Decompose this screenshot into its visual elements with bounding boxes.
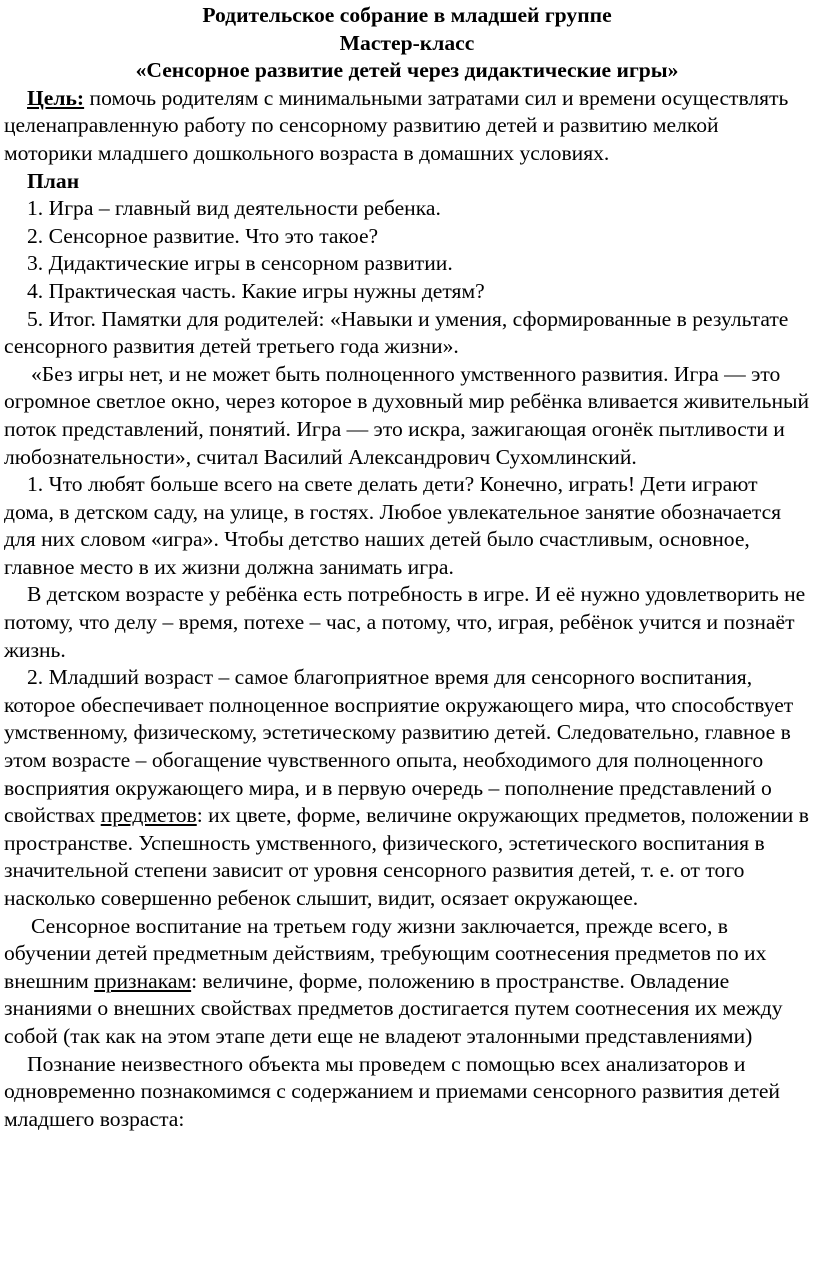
title-line-3: «Сенсорное развитие детей через дидактические игры»	[135, 58, 679, 83]
title-line-2: Мастер-класс	[339, 30, 475, 55]
paragraph-4	[4, 913, 810, 1051]
goal-text: помочь родителям с минимальными затратами сил и времени осуществлять целенаправленную работу по сенсорному развитию детей и развитию мелкой моторики младшего дошкольного возраста в домашних условиях.	[4, 85, 789, 165]
paragraph-5: Познание неизвестного объекта мы проведем с помощью всех анализаторов и одновременно познакомимся с содержанием и приемами сенсорного развития детей младшего возраста:	[4, 1051, 780, 1131]
link-priznakam[interactable]: признакам	[94, 968, 192, 993]
plan-title: План	[27, 168, 80, 193]
plan-item-3: 3. Дидактические игры в сенсорном развитии.	[27, 251, 453, 276]
paragraph-1: 1. Что любят больше всего на свете делать дети? Конечно, играть! Дети играют дома, в детском саду, на улице, в гостях. Любое увлекательное занятие обозначается для них словом «игра». Чтобы детство наших детей было счастливым, основное, главное место в их жизни должна занимать игра.	[4, 472, 782, 579]
paragraph-3-text-a: 2. Младший возраст – самое благоприятное время для сенсорного воспитания, которое обеспечивает полноценное восприятие окружающего мира, что способствует умственному, физическому, эстетическому развитию детей. Следовательно, главное в этом возрасте – обогащение чувственного опыта, необходимого для полноценного восприятия окружающего мира, и в первую очередь – пополнение представлений о свойствах	[4, 665, 794, 828]
plan-item-4: 4. Практическая часть. Какие игры нужны детям?	[27, 278, 485, 303]
paragraph-4-text-b: : величине, форме, положению в пространстве. Овладение знаниями о внешних свойствах предметов достигается путем соотнесения их между собой (так как на этом этапе дети еще не владеют эталонными представлениями)	[4, 968, 783, 1048]
plan-item-1: 1. Игра – главный вид деятельности ребенка.	[27, 196, 441, 221]
goal-paragraph	[4, 85, 810, 168]
goal-label: Цель:	[27, 85, 85, 110]
paragraph-3-text-b: : их цвете, форме, величине окружающих предметов, положении в пространстве. Успешность умственного, физического, эстетического воспитания в значительной степени зависит от уровня сенсорного развития детей, т. е. от того насколько совершенно ребенок слышит, видит, осязает окружающее.	[4, 803, 809, 910]
paragraph-4-text-a: Сенсорное воспитание на третьем году жизни заключается, прежде всего, в обучении детей предметным действиям, требующим соотнесения предметов по их внешним	[4, 913, 767, 993]
plan-item-5: 5. Итог. Памятки для родителей: «Навыки и умения, сформированные в результате сенсорного развития детей третьего года жизни».	[4, 306, 789, 359]
link-predmetov[interactable]: предметов	[100, 803, 197, 828]
paragraph-2: В детском возрасте у ребёнка есть потребность в игре. И её нужно удовлетворить не потому, что делу – время, потехе – час, а потому, что, играя, ребёнок учится и познаёт жизнь.	[4, 582, 806, 662]
quote-paragraph: «Без игры нет, и не может быть полноценного умственного развития. Игра — это огромное светлое окно, через которое в духовный мир ребёнка вливается живительный поток представлений, понятий. Игра — это искра, зажигающая огонёк пытливости и любознательности», считал Василий Александрович Сухомлинский.	[4, 361, 810, 469]
title-line-1: Родительское собрание в младшей группе	[202, 3, 612, 27]
plan-item-2: 2. Сенсорное развитие. Что это такое?	[27, 223, 379, 248]
paragraph-3	[4, 664, 810, 912]
